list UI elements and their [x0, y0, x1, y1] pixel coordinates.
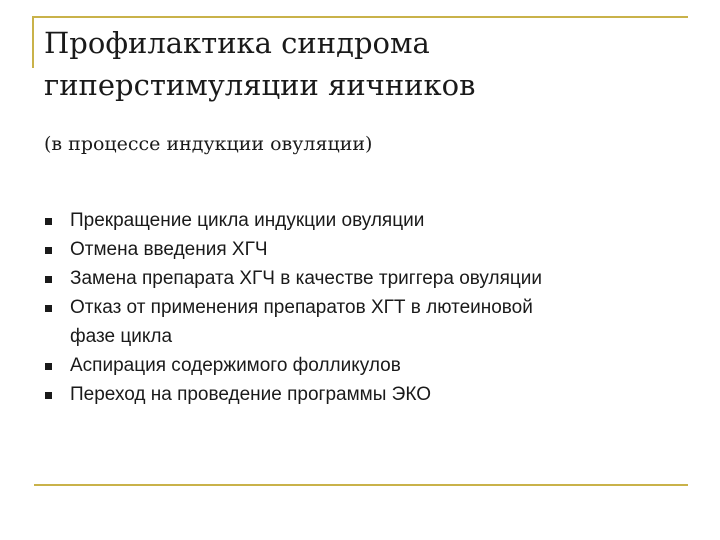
- square-bullet-icon: [45, 247, 52, 254]
- bullet-item: [44, 264, 684, 293]
- square-bullet-icon: [45, 218, 52, 225]
- bullet-list: [44, 206, 684, 409]
- square-bullet-icon: [45, 392, 52, 399]
- bullet-text-line: Отказ от применения препаратов ХГТ в лютеиновой: [70, 297, 533, 318]
- square-bullet-icon: [45, 305, 52, 312]
- bullet-text: [70, 380, 684, 409]
- bullet-text: [70, 264, 684, 293]
- bullet-item: [44, 380, 684, 409]
- bullet-item: [44, 235, 684, 264]
- square-bullet-icon: [45, 363, 52, 370]
- slide-title-line-2: гиперстимуляции яичников: [44, 68, 476, 102]
- slide-title-line-1: Профилактика синдрома: [44, 26, 430, 60]
- bullet-text-line: фазе цикла: [70, 326, 173, 347]
- bullet-text: [70, 206, 684, 235]
- bullet-text: [70, 351, 684, 380]
- bullet-item: [44, 351, 684, 380]
- bullet-text: [70, 293, 684, 351]
- slide-title: [44, 22, 684, 106]
- slide-subtitle: (в процессе индукции овуляции): [44, 133, 373, 155]
- bullet-item: [44, 293, 684, 351]
- bullet-text-line: Аспирация содержимого фолликулов: [70, 355, 401, 376]
- square-bullet-icon: [45, 276, 52, 283]
- bullet-text-line: Замена препарата ХГЧ в качестве триггера овуляции: [70, 268, 543, 289]
- bullet-text-line: Отмена введения ХГЧ: [70, 239, 268, 260]
- left-decorative-rule: [32, 16, 34, 68]
- bullet-text-line: Прекращение цикла индукции овуляции: [70, 210, 425, 231]
- top-decorative-rule: [34, 16, 688, 18]
- bullet-text-line: Переход на проведение программы ЭКО: [70, 384, 431, 405]
- bottom-decorative-rule: [34, 484, 688, 486]
- bullet-item: [44, 206, 684, 235]
- bullet-text: [70, 235, 684, 264]
